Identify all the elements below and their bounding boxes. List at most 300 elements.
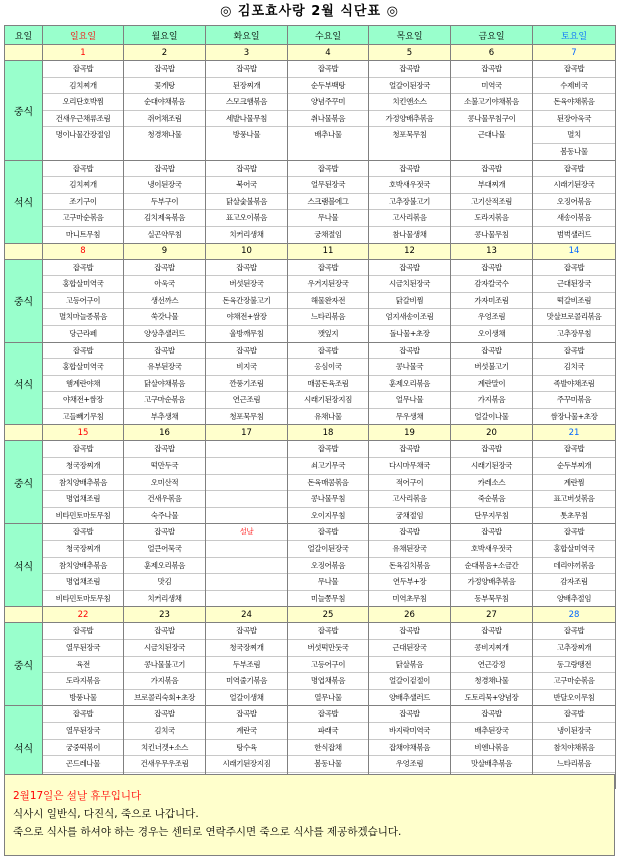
menu-cell [533, 61, 616, 161]
menu-item: 잡곡밥 [206, 343, 287, 360]
menu-item: 돌나물+초장 [389, 328, 430, 338]
menu-item: 잡곡밥 [43, 161, 123, 178]
menu-item: 돈육간장불고기 [206, 293, 287, 310]
menu-item: 배추된장국 [451, 723, 532, 740]
menu-cell [288, 342, 369, 425]
menu-item: 얼큰어묵국 [124, 541, 205, 558]
menu-item: 잡곡밥 [43, 706, 123, 723]
menu-item: 치킨앤소스 [369, 94, 450, 111]
menu-item: 콩나물무침구이 [451, 111, 532, 128]
menu-item: 잡곡밥 [124, 441, 205, 458]
menu-item: 시래기된장국 [533, 177, 615, 194]
menu-item: 김치제육볶음 [124, 210, 205, 227]
menu-item: 치킨너겟+소스 [124, 740, 205, 757]
menu-cell [369, 342, 451, 425]
date-row [5, 607, 616, 623]
date-cell: 7 [533, 45, 616, 61]
menu-item: 잡곡밥 [533, 706, 615, 723]
menu-item: 순두부백탕 [288, 78, 368, 95]
menu-cell [369, 623, 451, 706]
menu-item: 고추장찌개 [533, 640, 615, 657]
menu-item: 계란국 [206, 723, 287, 740]
menu-item: 한식잡채 [288, 740, 368, 757]
weekday-thursday: 목요일 [369, 26, 451, 45]
dinner-label: 석식 [5, 524, 43, 607]
date-row [5, 45, 616, 61]
menu-item: 고들빼기무침 [62, 411, 104, 421]
menu-item: 얼갈이겉절이 [369, 673, 450, 690]
menu-item: 건새우볶음 [124, 491, 205, 508]
date-cell: 1 [43, 45, 124, 61]
menu-cell [533, 441, 616, 524]
menu-item: 데리야끼볶음 [533, 558, 615, 575]
menu-cell [533, 259, 616, 342]
menu-item [206, 541, 287, 558]
lunch-label: 중식 [5, 441, 43, 524]
holiday-label: 설날 [206, 524, 287, 541]
menu-item: 가지볶음 [451, 392, 532, 409]
menu-item: 가정양배추볶음 [451, 574, 532, 591]
menu-item: 맛살브로콜리볶음 [533, 309, 615, 326]
menu-item: 잡곡밥 [43, 441, 123, 458]
menu-item: 시금치된장국 [369, 276, 450, 293]
date-cell: 4 [288, 45, 369, 61]
menu-cell [288, 623, 369, 706]
menu-cell [206, 623, 288, 706]
menu-item: 근대된장국 [533, 276, 615, 293]
menu-item: 궁채절임 [314, 229, 342, 239]
menu-item: 잡곡밥 [43, 343, 123, 360]
menu-item: 잡곡밥 [124, 260, 205, 277]
menu-item [206, 508, 287, 524]
menu-item: 잡곡밥 [451, 161, 532, 178]
porridge-notice: 죽으로 식사를 하셔야 하는 경우는 센터로 연락주시면 죽으로 식사를 제공하겠습니다. [13, 826, 402, 838]
menu-item: 고기산적조림 [451, 194, 532, 211]
menu-item: 잡곡밥 [533, 441, 615, 458]
menu-item: 오이지무침 [310, 510, 346, 520]
menu-item: 당근라페 [69, 328, 97, 338]
menu-item: 냉이된장국 [124, 177, 205, 194]
menu-cell [369, 160, 451, 243]
menu-item [206, 458, 287, 475]
menu-item: 봄동나물 [288, 756, 368, 773]
menu-item: 콩나물불고기 [124, 657, 205, 674]
menu-item: 스크램블에그 [288, 194, 368, 211]
menu-item: 반달오이무침 [553, 692, 595, 702]
menu-item: 취나물볶음 [288, 111, 368, 128]
menu-cell [43, 259, 124, 342]
menu-item: 청경채나물 [147, 130, 182, 140]
menu-item: 잡곡밥 [288, 706, 368, 723]
menu-item: 순대볶음+소금간 [451, 558, 532, 575]
menu-item: 훈제오리볶음 [369, 376, 450, 393]
menu-item: 세발나물무침 [206, 111, 287, 128]
menu-item: 김치찌개 [43, 78, 123, 95]
menu-item: 감자칼국수 [451, 276, 532, 293]
menu-item: 궁채절임 [395, 510, 424, 520]
date-cell: 3 [206, 45, 288, 61]
date-cell: 9 [124, 243, 206, 259]
date-cell: 20 [451, 425, 533, 441]
menu-item: 연두부+장 [369, 574, 450, 591]
menu-item: 잡곡밥 [206, 61, 287, 78]
menu-item: 시금치된장국 [124, 640, 205, 657]
menu-item: 무나물 [288, 574, 368, 591]
menu-item: 오리단호박찜 [43, 94, 123, 111]
date-cell: 26 [369, 607, 451, 623]
menu-item: 조기구이 [43, 194, 123, 211]
menu-item: 봄동나물 [560, 146, 588, 156]
menu-item: 참치양배추볶음 [43, 558, 123, 575]
menu-item: 잡곡밥 [124, 706, 205, 723]
menu-item: 깻잎지 [317, 328, 339, 338]
menu-item: 가지볶음 [124, 673, 205, 690]
date-cell: 14 [533, 243, 616, 259]
notice-box [4, 774, 615, 856]
menu-item: 잡곡밥 [533, 161, 615, 178]
menu-cell [288, 259, 369, 342]
menu-item: 카레소스 [451, 475, 532, 492]
weekday-sunday: 일요일 [43, 26, 124, 45]
menu-item: 아욱국 [124, 276, 205, 293]
menu-item: 된장찌개 [206, 78, 287, 95]
menu-item: 청국장찌개 [43, 458, 123, 475]
weekday-friday: 금요일 [451, 26, 533, 45]
menu-item: 잡곡밥 [206, 623, 287, 640]
menu-cell [206, 441, 288, 524]
menu-item: 잡곡밥 [533, 623, 615, 640]
menu-item: 단무지무침 [474, 510, 509, 520]
menu-item: 얼갈이된장국 [369, 78, 450, 95]
menu-item: 오징어볶음 [288, 558, 368, 575]
holiday-notice: 2월17일은 설날 휴무입니다 [13, 790, 142, 802]
menu-item: 스모크햄볶음 [206, 94, 287, 111]
date-cell: 17 [206, 425, 288, 441]
date-cell: 16 [124, 425, 206, 441]
menu-item: 엄지새송이조림 [369, 309, 450, 326]
menu-cell [533, 342, 616, 425]
menu-item: 치커리생채 [229, 229, 264, 239]
menu-item: 버섯된장국 [206, 276, 287, 293]
menu-item: 마니트무침 [65, 229, 101, 239]
weekday-header-row [5, 26, 616, 45]
date-cell: 10 [206, 243, 288, 259]
menu-item: 잡곡밥 [369, 343, 450, 360]
menu-item: 무나물 [288, 210, 368, 227]
page-title: ◎ 김포효사랑 2월 식단표 ◎ [220, 4, 399, 19]
menu-item: 참치양배추볶음 [43, 475, 123, 492]
menu-item: 미역국 [451, 78, 532, 95]
menu-item: 동그랑땡전 [533, 657, 615, 674]
menu-item: 홍합살미역국 [43, 359, 123, 376]
menu-item: 잡곡밥 [369, 260, 450, 277]
menu-cell [533, 524, 616, 607]
menu-item: 닭살볶음 [369, 657, 450, 674]
menu-cell [451, 160, 533, 243]
menu-cell [451, 441, 533, 524]
menu-item: 죽순볶음 [451, 491, 532, 508]
menu-item: 우엉조림 [369, 756, 450, 773]
menu-item: 잡곡밥 [533, 260, 615, 277]
lunch-label: 중식 [5, 623, 43, 706]
menu-cell [288, 160, 369, 243]
menu-item: 우거지된장국 [288, 276, 368, 293]
menu-item: 청포묵무침 [229, 411, 264, 421]
date-cell: 5 [369, 45, 451, 61]
menu-item: 고사리볶음 [369, 210, 450, 227]
menu-item: 족발야채조림 [533, 376, 615, 393]
menu-cell [288, 441, 369, 524]
menu-item: 유채된장국 [369, 541, 450, 558]
menu-item: 탕수육 [206, 740, 287, 757]
menu-item: 얼갈이나물 [474, 411, 509, 421]
menu-item: 야채전+쌈장 [206, 309, 287, 326]
menu-item: 열무나물 [314, 692, 342, 702]
menu-item: 도라지볶음 [43, 673, 123, 690]
menu-item: 파래국 [288, 723, 368, 740]
weekday-wednesday: 수요일 [288, 26, 369, 45]
menu-item: 잡곡밥 [451, 343, 532, 360]
menu-item: 비엔나볶음 [451, 740, 532, 757]
date-cell: 2 [124, 45, 206, 61]
menu-item: 미역초무침 [392, 593, 427, 603]
menu-item: 호박새우젓국 [369, 177, 450, 194]
menu-cell [206, 160, 288, 243]
menu-item: 잡곡밥 [533, 61, 615, 78]
menu-item: 방풍나물 [69, 692, 97, 702]
menu-item: 버섯불고기 [451, 359, 532, 376]
date-cell: 12 [369, 243, 451, 259]
menu-item: 잡곡밥 [43, 260, 123, 277]
menu-item: 톳초무침 [560, 510, 588, 520]
menu-item: 배추나물 [314, 130, 342, 140]
menu-item: 잡곡밥 [369, 61, 450, 78]
menu-cell [369, 61, 451, 161]
lunch-row [5, 61, 616, 161]
menu-item: 새송이볶음 [533, 210, 615, 227]
menu-item: 시래기된장국 [451, 458, 532, 475]
menu-item: 소불고기야채볶음 [451, 94, 532, 111]
menu-item: 범벅샐러드 [556, 229, 592, 239]
menu-item: 맛김 [124, 574, 205, 591]
menu-item: 잡채야채볶음 [369, 740, 450, 757]
menu-item: 수제비국 [533, 78, 615, 95]
menu-item: 잡곡밥 [206, 260, 287, 277]
date-row-spacer [5, 425, 43, 441]
lunch-row [5, 441, 616, 524]
date-cell: 27 [451, 607, 533, 623]
menu-item: 잡곡밥 [206, 161, 287, 178]
menu-item: 고추장무침 [556, 328, 592, 338]
menu-item: 시래기된장지짐 [206, 756, 287, 773]
menu-item: 생선까스 [124, 293, 205, 310]
menu-item: 비지국 [206, 359, 287, 376]
date-cell: 23 [124, 607, 206, 623]
date-cell: 19 [369, 425, 451, 441]
menu-cell [369, 259, 451, 342]
menu-item: 잡곡밥 [288, 61, 368, 78]
date-cell: 22 [43, 607, 124, 623]
date-cell: 21 [533, 425, 616, 441]
menu-item: 근대나물 [477, 130, 506, 140]
dinner-row [5, 524, 616, 607]
menu-cell [124, 623, 206, 706]
menu-item: 양념주꾸미 [288, 94, 368, 111]
menu-cell [206, 259, 288, 342]
menu-item: 콩나물무침 [474, 229, 509, 239]
menu-item: 동부묵무침 [474, 593, 509, 603]
menu-item: 잡곡밥 [451, 260, 532, 277]
menu-item: 햄계란야채 [43, 376, 123, 393]
menu-item: 닭갈비찜 [369, 293, 450, 310]
menu-item: 떡갈비조림 [533, 293, 615, 310]
menu-item: 연근조림 [206, 392, 287, 409]
menu-item: 부대찌개 [451, 177, 532, 194]
menu-item: 잡곡밥 [43, 524, 123, 541]
menu-item: 오미산적 [124, 475, 205, 492]
menu-item: 쌈장나물+초장 [550, 411, 598, 421]
menu-item: 잡곡밥 [369, 161, 450, 178]
menu-item: 잡곡밥 [451, 441, 532, 458]
dinner-label: 석식 [5, 342, 43, 425]
lunch-row [5, 623, 616, 706]
menu-item: 감자조림 [533, 574, 615, 591]
menu-item: 잡곡밥 [451, 61, 532, 78]
menu-cell [451, 259, 533, 342]
menu-item: 참나물생채 [392, 229, 427, 239]
menu-item: 주꾸미볶음 [533, 392, 615, 409]
menu-item: 육전 [43, 657, 123, 674]
menu-item: 홍합살미역국 [533, 541, 615, 558]
menu-item: 돈육매콤볶음 [288, 475, 368, 492]
menu-item [206, 441, 287, 458]
menu-item: 유부된장국 [124, 359, 205, 376]
menu-cell [451, 623, 533, 706]
menu-item: 잡곡밥 [533, 343, 615, 360]
weekday-tuesday: 화요일 [206, 26, 288, 45]
menu-item: 양배추샐러드 [388, 692, 431, 702]
menu-item: 김치국 [124, 723, 205, 740]
menu-cell [451, 524, 533, 607]
menu-item: 고등어구이 [43, 293, 123, 310]
menu-item: 콩나물국 [369, 359, 450, 376]
menu-item: 김치찌개 [43, 177, 123, 194]
menu-item: 오이생채 [477, 328, 506, 338]
date-row-spacer [5, 243, 43, 259]
menu-item: 순대야채볶음 [124, 94, 205, 111]
menu-item: 야채전+쌈장 [43, 392, 123, 409]
menu-item: 두부조림 [206, 657, 287, 674]
lunch-row [5, 259, 616, 342]
menu-item: 잡곡밥 [369, 623, 450, 640]
menu-item: 옹심이국 [288, 359, 368, 376]
menu-item [206, 491, 287, 508]
weekday-saturday: 토요일 [533, 26, 616, 45]
dinner-row [5, 160, 616, 243]
menu-item: 돈육야채볶음 [533, 94, 615, 111]
menu-cell [533, 160, 616, 243]
menu-item: 근대된장국 [369, 640, 450, 657]
menu-item: 잡곡밥 [288, 343, 368, 360]
menu-item: 가정양배추볶음 [369, 111, 450, 128]
menu-item: 연근강정 [451, 657, 532, 674]
menu-item: 잡곡밥 [43, 623, 123, 640]
menu-item: 돈육김치볶음 [369, 558, 450, 575]
date-cell: 8 [43, 243, 124, 259]
menu-item: 맛살배추볶음 [451, 756, 532, 773]
meal-type-notice: 식사시 일반식, 다진식, 죽으로 나갑니다. [13, 808, 199, 820]
menu-cell [43, 441, 124, 524]
menu-cell [124, 342, 206, 425]
menu-item: 쥐어채조림 [124, 111, 205, 128]
menu-item: 바지락미역국 [369, 723, 450, 740]
menu-item: 계란말이 [451, 376, 532, 393]
menu-item: 닭살숯불볶음 [206, 194, 287, 211]
menu-item: 얼갈이된장국 [288, 541, 368, 558]
menu-item: 고사리볶음 [369, 491, 450, 508]
menu-item: 버섯떡만둣국 [288, 640, 368, 657]
menu-item: 해물완자전 [288, 293, 368, 310]
menu-item: 도라지볶음 [451, 210, 532, 227]
menu-item: 떡만두국 [124, 458, 205, 475]
date-cell: 6 [451, 45, 533, 61]
date-row [5, 425, 616, 441]
menu-cell [124, 259, 206, 342]
menu-cell [43, 342, 124, 425]
menu-item: 브로콜리숙회+초장 [134, 692, 195, 702]
menu-cell [206, 342, 288, 425]
menu-item: 표고오이볶음 [206, 210, 287, 227]
menu-item: 도토리묵+양념장 [464, 692, 519, 702]
menu-item: 잡곡밥 [288, 260, 368, 277]
menu-cell [288, 524, 369, 607]
menu-item: 건새우근채류조림 [43, 111, 123, 128]
menu-item: 순두부찌개 [533, 458, 615, 475]
menu-cell [206, 61, 288, 161]
menu-item: 잡곡밥 [43, 61, 123, 78]
menu-item: 잡곡밥 [124, 524, 205, 541]
menu-item [206, 591, 287, 607]
lunch-label: 중식 [5, 259, 43, 342]
date-row [5, 243, 616, 259]
menu-item: 실곤약무침 [147, 229, 182, 239]
menu-item: 부추생채 [150, 411, 179, 421]
menu-cell [206, 524, 288, 607]
menu-item: 숙주나물 [150, 510, 179, 520]
date-cell: 18 [288, 425, 369, 441]
menu-item: 멸치마늘종볶음 [43, 309, 123, 326]
menu-item: 잡곡밥 [124, 343, 205, 360]
menu-cell [533, 623, 616, 706]
menu-item: 멸치 [533, 127, 615, 144]
menu-cell [124, 524, 206, 607]
menu-item: 명엽채조림 [43, 574, 123, 591]
menu-item: 명이나물간장절임 [55, 130, 111, 140]
menu-item: 잡곡밥 [369, 706, 450, 723]
menu-cell [451, 342, 533, 425]
menu-item: 닭살야채볶음 [124, 376, 205, 393]
menu-item: 청포묵무침 [392, 130, 427, 140]
menu-item: 다시마무채국 [369, 458, 450, 475]
menu-item: 가자미조림 [451, 293, 532, 310]
menu-cell [369, 441, 451, 524]
menu-item: 열무된장국 [43, 723, 123, 740]
dinner-label: 석식 [5, 706, 43, 789]
menu-item: 잡곡밥 [124, 161, 205, 178]
menu-item: 양상추샐러드 [143, 328, 186, 338]
menu-item: 적어구이 [369, 475, 450, 492]
menu-item: 유채나물 [314, 411, 342, 421]
